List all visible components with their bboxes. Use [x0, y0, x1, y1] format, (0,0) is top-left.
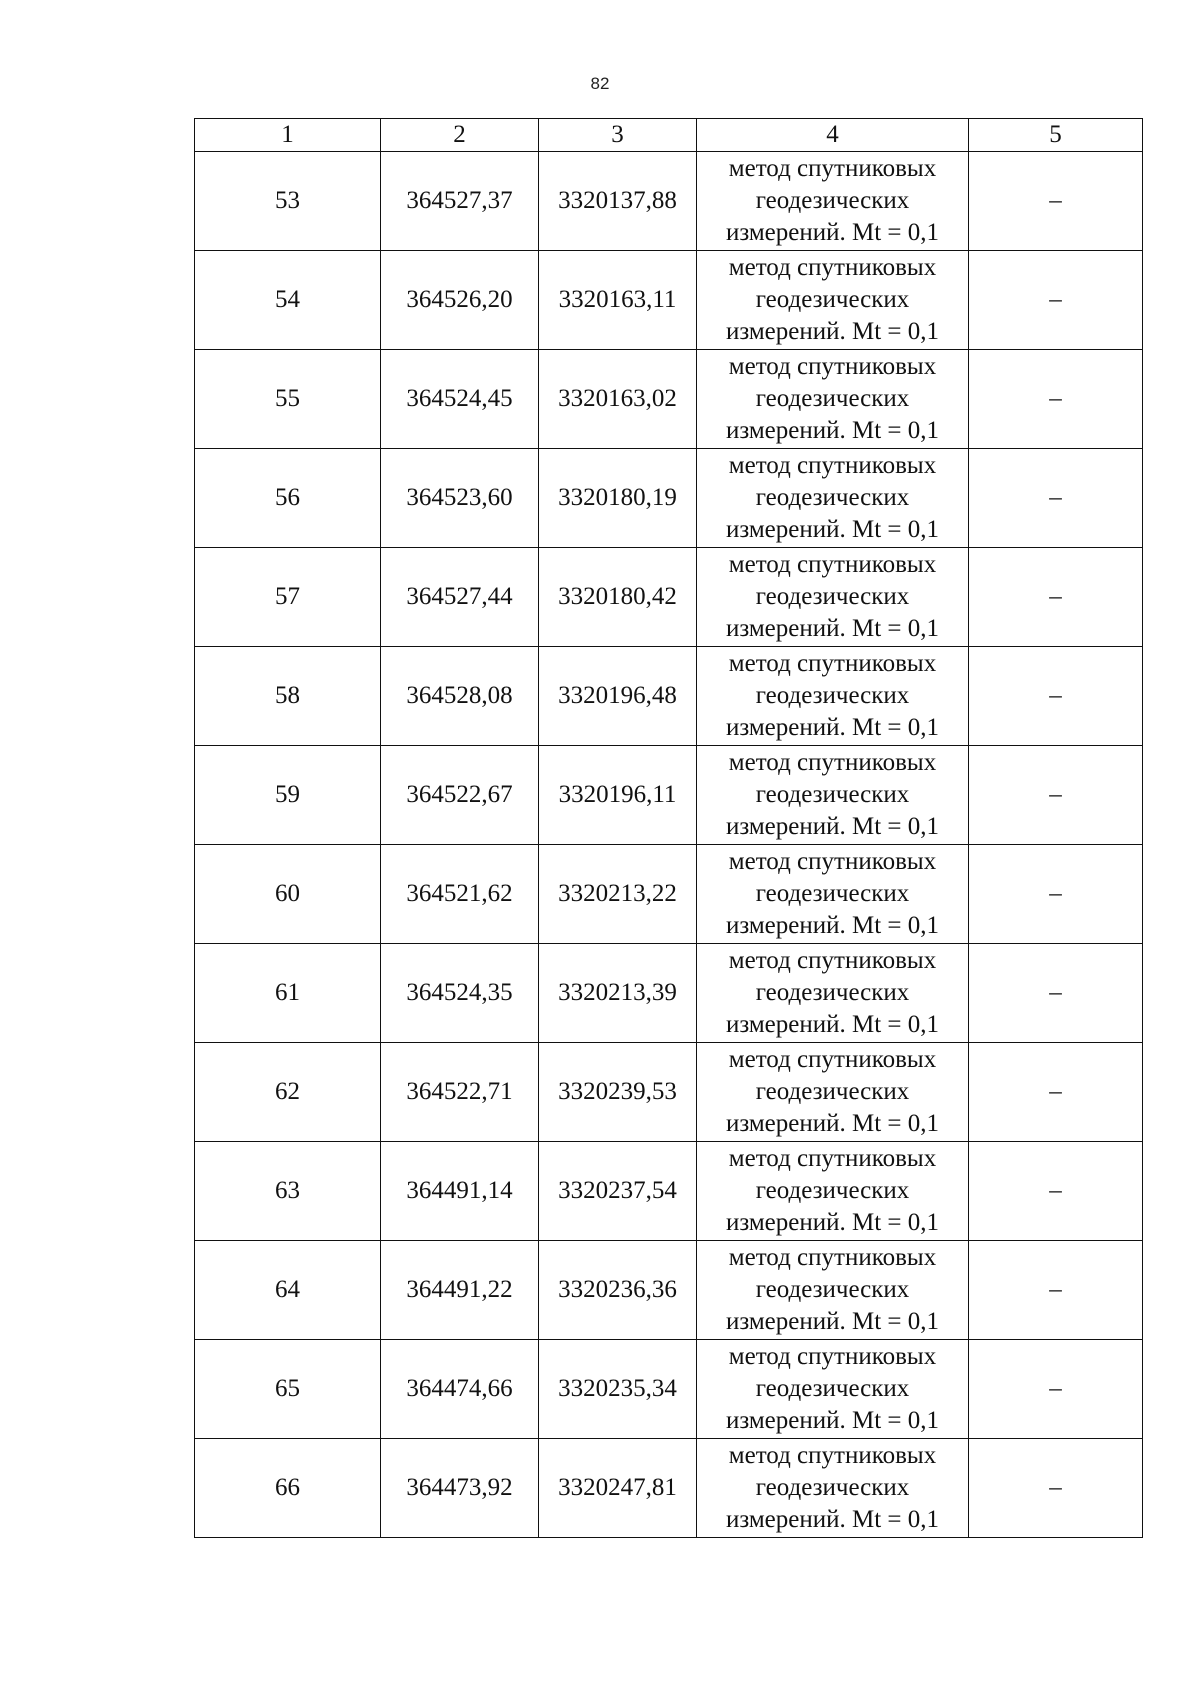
method-cell	[697, 647, 969, 746]
y-coordinate-cell: 3320247,81	[539, 1439, 697, 1538]
table-header	[195, 119, 1143, 152]
method-line: метод спутниковых	[728, 551, 937, 578]
note-cell: –	[969, 1439, 1143, 1538]
table-row	[195, 152, 1143, 251]
column-header-2: 2	[381, 119, 539, 152]
x-coordinate-cell: 364527,37	[381, 152, 539, 251]
y-coordinate-cell: 3320180,19	[539, 449, 697, 548]
method-line: геодезических	[755, 286, 910, 313]
method-line: метод спутниковых	[728, 749, 937, 776]
note-cell: –	[969, 746, 1143, 845]
method-cell	[697, 1340, 969, 1439]
y-coordinate-cell: 3320196,11	[539, 746, 697, 845]
column-header-4: 4	[697, 119, 969, 152]
method-line: измерений. Mt = 0,1	[725, 1209, 940, 1236]
y-coordinate-cell: 3320137,88	[539, 152, 697, 251]
method-line: геодезических	[755, 187, 910, 214]
method-line: измерений. Mt = 0,1	[725, 516, 940, 543]
x-coordinate-cell: 364521,62	[381, 845, 539, 944]
y-coordinate-cell: 3320236,36	[539, 1241, 697, 1340]
y-coordinate-cell: 3320163,02	[539, 350, 697, 449]
note-cell: –	[969, 1241, 1143, 1340]
note-cell: –	[969, 1142, 1143, 1241]
table-row	[195, 449, 1143, 548]
x-coordinate-cell: 364523,60	[381, 449, 539, 548]
method-line: геодезических	[755, 484, 910, 511]
note-cell: –	[969, 845, 1143, 944]
table-row	[195, 746, 1143, 845]
method-line: метод спутниковых	[728, 1442, 937, 1469]
method-cell	[697, 548, 969, 647]
method-line: измерений. Mt = 0,1	[725, 1011, 940, 1038]
point-number-cell: 65	[195, 1340, 381, 1439]
x-coordinate-cell: 364528,08	[381, 647, 539, 746]
method-cell	[697, 944, 969, 1043]
method-line: геодезических	[755, 1276, 910, 1303]
y-coordinate-cell: 3320239,53	[539, 1043, 697, 1142]
method-line: метод спутниковых	[728, 947, 937, 974]
method-line: геодезических	[755, 781, 910, 808]
note-cell: –	[969, 1340, 1143, 1439]
point-number-cell: 59	[195, 746, 381, 845]
y-coordinate-cell: 3320213,39	[539, 944, 697, 1043]
x-coordinate-cell: 364526,20	[381, 251, 539, 350]
table-row	[195, 350, 1143, 449]
y-coordinate-cell: 3320163,11	[539, 251, 697, 350]
method-cell	[697, 350, 969, 449]
x-coordinate-cell: 364524,35	[381, 944, 539, 1043]
column-header-5: 5	[969, 119, 1143, 152]
method-line: измерений. Mt = 0,1	[725, 219, 940, 246]
method-line: метод спутниковых	[728, 1046, 937, 1073]
x-coordinate-cell: 364524,45	[381, 350, 539, 449]
note-cell: –	[969, 251, 1143, 350]
table-body	[195, 152, 1143, 1538]
y-coordinate-cell: 3320196,48	[539, 647, 697, 746]
method-line: измерений. Mt = 0,1	[725, 714, 940, 741]
method-line: метод спутниковых	[728, 254, 937, 281]
method-cell	[697, 449, 969, 548]
point-number-cell: 58	[195, 647, 381, 746]
table-row	[195, 1340, 1143, 1439]
x-coordinate-cell: 364473,92	[381, 1439, 539, 1538]
method-line: метод спутниковых	[728, 452, 937, 479]
x-coordinate-cell: 364522,67	[381, 746, 539, 845]
note-cell: –	[969, 152, 1143, 251]
method-line: метод спутниковых	[728, 1343, 937, 1370]
method-line: измерений. Mt = 0,1	[725, 318, 940, 345]
method-line: геодезических	[755, 1474, 910, 1501]
header-row	[195, 119, 1143, 152]
method-line: геодезических	[755, 1078, 910, 1105]
point-number-cell: 54	[195, 251, 381, 350]
method-line: геодезических	[755, 880, 910, 907]
point-number-cell: 53	[195, 152, 381, 251]
method-cell	[697, 1241, 969, 1340]
x-coordinate-cell: 364491,22	[381, 1241, 539, 1340]
method-line: измерений. Mt = 0,1	[725, 813, 940, 840]
method-cell	[697, 845, 969, 944]
y-coordinate-cell: 3320180,42	[539, 548, 697, 647]
point-number-cell: 66	[195, 1439, 381, 1538]
method-line: измерений. Mt = 0,1	[725, 1110, 940, 1137]
point-number-cell: 57	[195, 548, 381, 647]
table-row	[195, 1142, 1143, 1241]
y-coordinate-cell: 3320235,34	[539, 1340, 697, 1439]
x-coordinate-cell: 364491,14	[381, 1142, 539, 1241]
page-number: 82	[590, 74, 610, 93]
point-number-cell: 64	[195, 1241, 381, 1340]
note-cell: –	[969, 449, 1143, 548]
table-row	[195, 845, 1143, 944]
note-cell: –	[969, 350, 1143, 449]
method-line: геодезических	[755, 385, 910, 412]
table-row	[195, 1439, 1143, 1538]
method-line: измерений. Mt = 0,1	[725, 615, 940, 642]
y-coordinate-cell: 3320237,54	[539, 1142, 697, 1241]
note-cell: –	[969, 1043, 1143, 1142]
method-line: метод спутниковых	[728, 1145, 937, 1172]
point-number-cell: 55	[195, 350, 381, 449]
note-cell: –	[969, 944, 1143, 1043]
point-number-cell: 62	[195, 1043, 381, 1142]
x-coordinate-cell: 364527,44	[381, 548, 539, 647]
method-line: геодезических	[755, 1375, 910, 1402]
x-coordinate-cell: 364474,66	[381, 1340, 539, 1439]
column-header-3: 3	[539, 119, 697, 152]
note-cell: –	[969, 647, 1143, 746]
method-line: измерений. Mt = 0,1	[725, 1407, 940, 1434]
point-number-cell: 60	[195, 845, 381, 944]
method-line: геодезических	[755, 583, 910, 610]
method-cell	[697, 746, 969, 845]
method-line: метод спутниковых	[728, 650, 937, 677]
table-row	[195, 1043, 1143, 1142]
method-line: метод спутниковых	[728, 848, 937, 875]
method-line: измерений. Mt = 0,1	[725, 912, 940, 939]
method-cell	[697, 152, 969, 251]
method-line: измерений. Mt = 0,1	[725, 417, 940, 444]
method-line: геодезических	[755, 682, 910, 709]
method-line: измерений. Mt = 0,1	[725, 1308, 940, 1335]
method-cell	[697, 1043, 969, 1142]
method-line: метод спутниковых	[728, 353, 937, 380]
method-cell	[697, 1439, 969, 1538]
note-cell: –	[969, 548, 1143, 647]
method-cell	[697, 251, 969, 350]
method-line: геодезических	[755, 979, 910, 1006]
column-header-1: 1	[195, 119, 381, 152]
point-number-cell: 56	[195, 449, 381, 548]
method-line: метод спутниковых	[728, 1244, 937, 1271]
table-row	[195, 944, 1143, 1043]
coordinates-table	[194, 118, 1143, 1538]
method-cell	[697, 1142, 969, 1241]
table-row	[195, 251, 1143, 350]
table-row	[195, 1241, 1143, 1340]
method-line: геодезических	[755, 1177, 910, 1204]
y-coordinate-cell: 3320213,22	[539, 845, 697, 944]
x-coordinate-cell: 364522,71	[381, 1043, 539, 1142]
method-line: метод спутниковых	[728, 155, 937, 182]
point-number-cell: 61	[195, 944, 381, 1043]
table-row	[195, 647, 1143, 746]
table-row	[195, 548, 1143, 647]
method-line: измерений. Mt = 0,1	[725, 1506, 940, 1533]
point-number-cell: 63	[195, 1142, 381, 1241]
